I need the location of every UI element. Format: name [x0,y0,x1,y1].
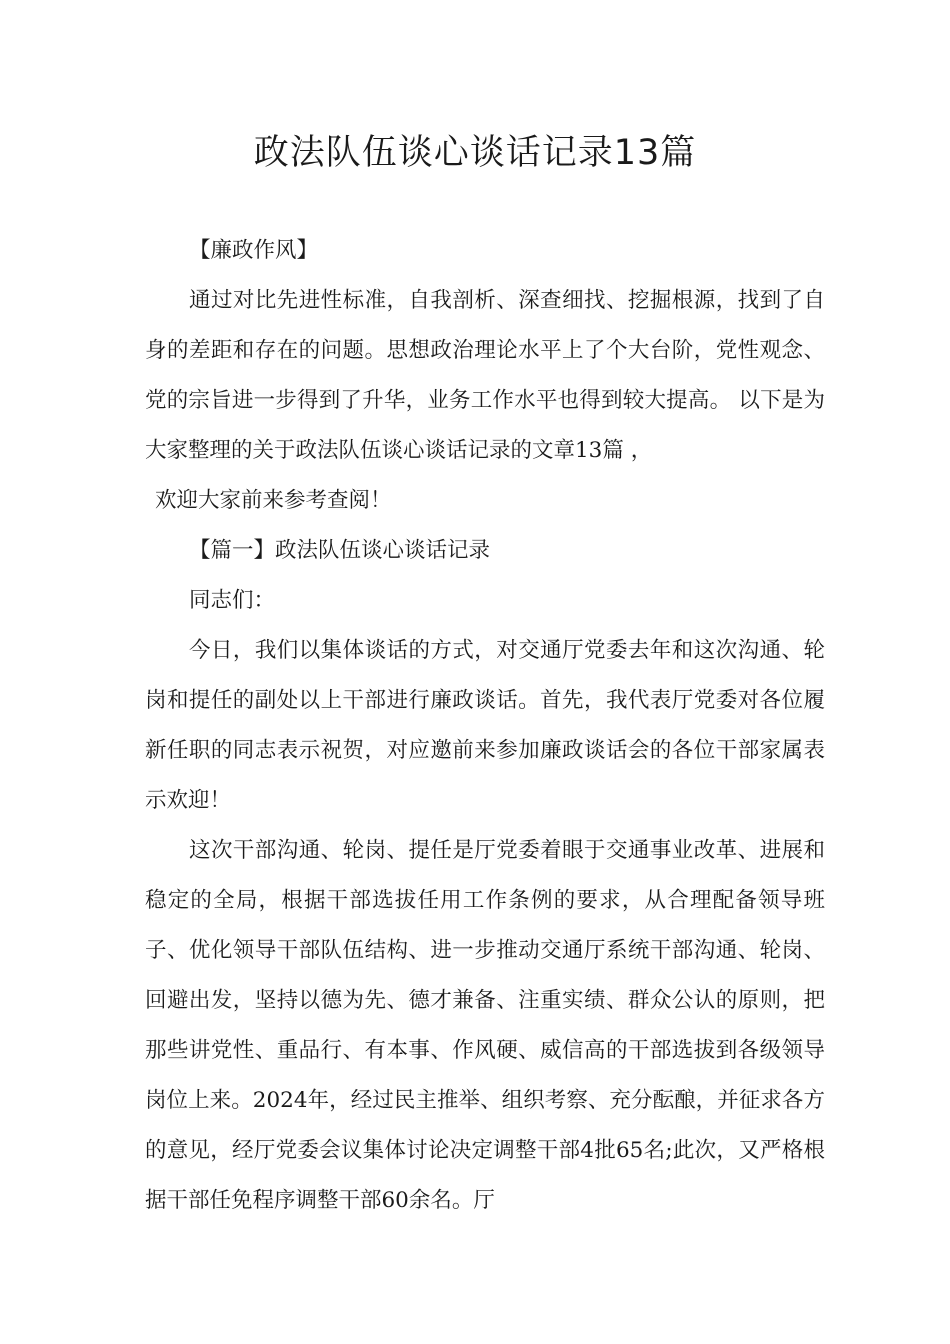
paragraph-2: 这次干部沟通、轮岗、提任是厅党委着眼于交通事业改革、进展和稳定的全局，根据干部选拔任用工作条例的要求，从合理配备领导班子、优化领导干部队伍结构、进一步推动交通厅系统干部沟通、轮岗、回避出发，坚持以德为先、德才兼备、注重实绩、群众公认的原则，把那些讲党性、重品行、有本事、作风硬、威信高的干部选拔到各级领导岗位上来。2024年，经过民主推举、组织考察、充分酝酿，并征求各方的意见，经厅党委会议集体讨论决定调整干部4批65名;此次，又严格根据干部任免程序调整干部60余名。厅 [145,838,825,1213]
paragraph-1: 今日，我们以集体谈话的方式，对交通厅党委去年和这次沟通、轮岗和提任的副处以上干部进行廉政谈话。首先，我代表厅党委对各位履新任职的同志表示祝贺，对应邀前来参加廉政谈话会的各位干部家属表示欢迎！ [145,638,825,813]
document-body [145,226,825,1226]
chapter-heading: 【篇一】政法队伍谈心谈话记录 [189,538,491,563]
intro-paragraph: 通过对比先进性标准，自我剖析、深查细找、挖掘根源，找到了自身的差距和存在的问题。思想政治理论水平上了个大台阶，党性观念、党的宗旨进一步得到了升华，业务工作水平也得到较大提高。 以下是为大家整理的关于政法队伍谈心谈话记录的文章13篇 ， [145,288,825,463]
salutation: 同志们： [189,588,276,613]
intro-trailing-line: 欢迎大家前来参考查阅！ [155,488,392,513]
section-tag: 【廉政作风】 [189,238,319,263]
document-title: 政法队伍谈心谈话记录13篇 [253,133,697,173]
